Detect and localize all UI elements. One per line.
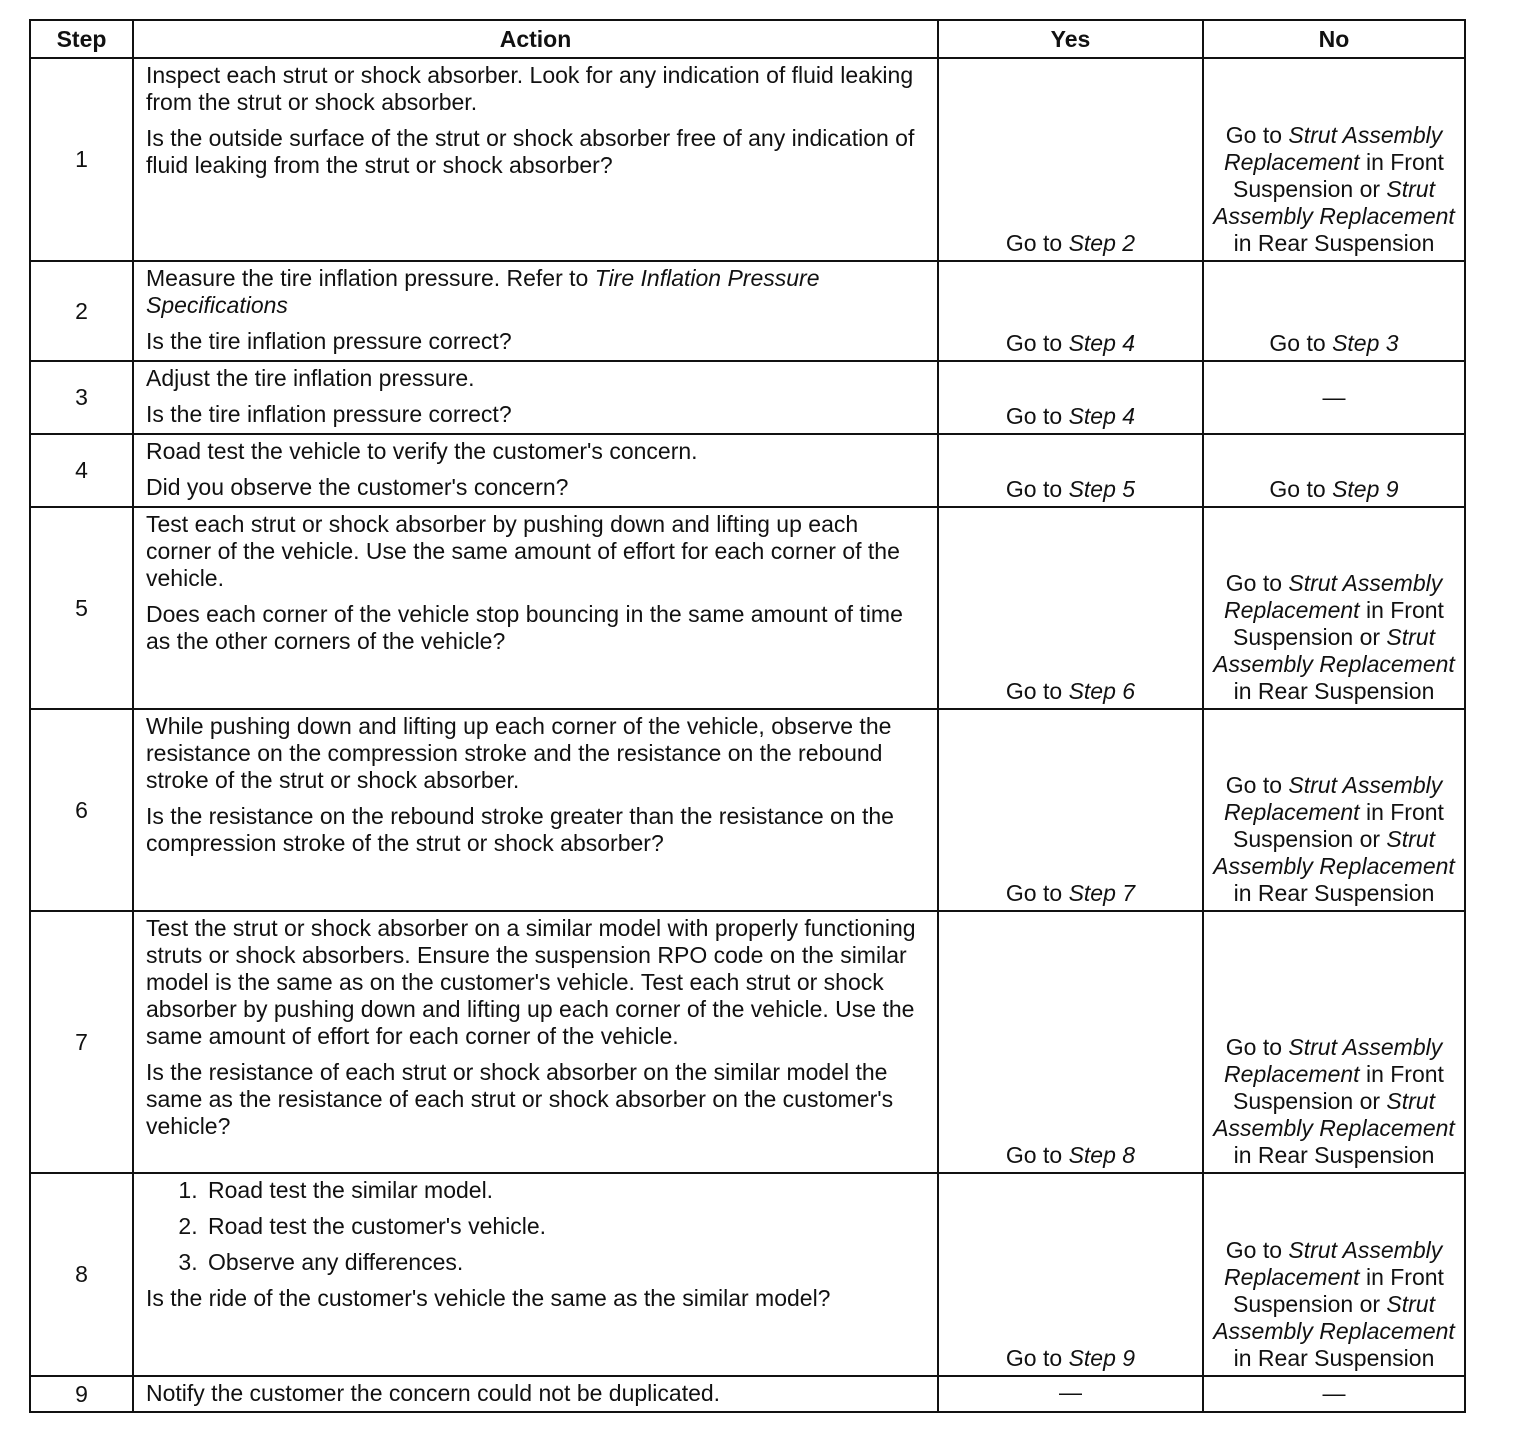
no-cell: [1203, 911, 1465, 1173]
action-cell: [133, 709, 938, 911]
header-yes: Yes: [938, 20, 1203, 58]
step-number: 8: [30, 1173, 133, 1376]
action-cell: [133, 1173, 938, 1376]
rear-strut-replacement-link[interactable]: Strut Assembly Replacement: [1213, 826, 1455, 879]
no-mid: in Front Suspension or: [1232, 1264, 1444, 1317]
no-prefix: Go to: [1225, 1034, 1283, 1060]
no-cell: [1203, 1376, 1465, 1412]
yes-step-link[interactable]: Step 7: [1068, 880, 1136, 906]
yes-prefix: Go to: [1005, 403, 1063, 429]
front-strut-replacement-link[interactable]: Strut Assembly Replacement: [1224, 772, 1443, 825]
yes-cell: [938, 58, 1203, 261]
action-text: Test each strut or shock absorber by pushing down and lifting up each corner of the vehicle. Use the same amount of effort for each corner of the vehicle.: [146, 511, 900, 591]
action-cell: [133, 507, 938, 709]
no-cell: [1203, 709, 1465, 911]
table-row: [30, 261, 1465, 361]
step-number: 7: [30, 911, 133, 1173]
no-dash: —: [1322, 1380, 1346, 1406]
list-item: 2. Road test the customer's vehicle.: [204, 1213, 929, 1240]
no-cell: [1203, 434, 1465, 507]
yes-cell: [938, 911, 1203, 1173]
action-cell: [133, 361, 938, 434]
no-mid: in Front Suspension or: [1232, 1061, 1444, 1114]
no-cell: [1203, 261, 1465, 361]
no-mid: in Front Suspension or: [1232, 597, 1444, 650]
action-cell: [133, 911, 938, 1173]
table-row: [30, 911, 1465, 1173]
table-row: [30, 1376, 1465, 1412]
table-row: [30, 434, 1465, 507]
no-step-link[interactable]: Step 3: [1332, 330, 1399, 356]
no-prefix: Go to: [1225, 772, 1283, 798]
table-row: [30, 361, 1465, 434]
action-text: Adjust the tire inflation pressure.: [146, 365, 475, 391]
tire-pressure-spec-link[interactable]: Tire Inflation Pressure Specifications: [146, 265, 820, 318]
yes-prefix: Go to: [1005, 880, 1063, 906]
action-question: Did you observe the customer's concern?: [146, 474, 569, 500]
yes-cell: [938, 434, 1203, 507]
action-cell: [133, 58, 938, 261]
no-prefix: Go to: [1225, 1237, 1283, 1263]
action-question: Is the resistance on the rebound stroke greater than the resistance on the compression stroke of the strut or shock absorber?: [146, 803, 894, 856]
action-question: Is the tire inflation pressure correct?: [146, 401, 512, 427]
list-item: 3. Observe any differences.: [204, 1249, 929, 1276]
front-strut-replacement-link[interactable]: Strut Assembly Replacement: [1224, 1237, 1443, 1290]
front-strut-replacement-link[interactable]: Strut Assembly Replacement: [1224, 570, 1443, 623]
yes-cell: [938, 507, 1203, 709]
front-strut-replacement-link[interactable]: Strut Assembly Replacement: [1224, 122, 1443, 175]
yes-step-link[interactable]: Step 5: [1068, 476, 1136, 502]
no-prefix: Go to: [1225, 122, 1283, 148]
action-question: Does each corner of the vehicle stop bouncing in the same amount of time as the other corners of the vehicle?: [146, 601, 903, 654]
header-step: Step: [30, 20, 133, 58]
step-number: 1: [30, 58, 133, 261]
rear-strut-replacement-link[interactable]: Strut Assembly Replacement: [1213, 1088, 1455, 1141]
yes-cell: [938, 361, 1203, 434]
yes-prefix: Go to: [1005, 1345, 1063, 1371]
no-mid: in Front Suspension or: [1232, 799, 1444, 852]
yes-step-link[interactable]: Step 6: [1068, 678, 1136, 704]
yes-prefix: Go to: [1005, 230, 1063, 256]
yes-step-link[interactable]: Step 4: [1068, 403, 1136, 429]
action-question: Is the outside surface of the strut or shock absorber free of any indication of fluid leaking from the strut or shock absorber?: [146, 125, 915, 178]
step-number: 9: [30, 1376, 133, 1412]
action-text: [146, 265, 929, 319]
action-text-pre: Measure the tire inflation pressure. Refer to: [146, 265, 589, 291]
yes-step-link[interactable]: Step 4: [1068, 330, 1136, 356]
no-cell: [1203, 361, 1465, 434]
no-cell: [1203, 1173, 1465, 1376]
step-number: 5: [30, 507, 133, 709]
header-action: Action: [133, 20, 938, 58]
table-row: [30, 709, 1465, 911]
yes-prefix: Go to: [1005, 1142, 1063, 1168]
step-number: 2: [30, 261, 133, 361]
action-text: While pushing down and lifting up each corner of the vehicle, observe the resistance on the compression stroke and the resistance on the rebound stroke of the strut or shock absorber.: [146, 713, 892, 793]
no-suffix: in Rear Suspension: [1233, 230, 1435, 256]
yes-prefix: Go to: [1005, 678, 1063, 704]
no-cell: [1203, 58, 1465, 261]
yes-dash: —: [1059, 1379, 1082, 1405]
yes-prefix: Go to: [1005, 476, 1063, 502]
table-row: [30, 1173, 1465, 1376]
no-suffix: in Rear Suspension: [1233, 1345, 1435, 1371]
rear-strut-replacement-link[interactable]: Strut Assembly Replacement: [1213, 1291, 1455, 1344]
action-text: Road test the vehicle to verify the customer's concern.: [146, 438, 698, 464]
yes-cell: [938, 1173, 1203, 1376]
yes-cell: [938, 709, 1203, 911]
no-cell: [1203, 507, 1465, 709]
action-question: Is the ride of the customer's vehicle the same as the similar model?: [146, 1285, 831, 1311]
step-number: 4: [30, 434, 133, 507]
action-text: Inspect each strut or shock absorber. Look for any indication of fluid leaking from the strut or shock absorber.: [146, 62, 914, 115]
diagnostic-table: [29, 19, 1466, 1413]
action-text: Notify the customer the concern could not be duplicated.: [146, 1380, 721, 1406]
table-row: [30, 507, 1465, 709]
no-prefix: Go to: [1269, 330, 1326, 356]
step-number: 3: [30, 361, 133, 434]
header-no: No: [1203, 20, 1465, 58]
no-suffix: in Rear Suspension: [1233, 1142, 1435, 1168]
action-text: Test the strut or shock absorber on a similar model with properly functioning struts or shock absorbers. Ensure the suspension RPO code on the similar model is the same as on the customer's vehicle. Test each strut or shock absorber by pushing down and lifting up each corner of the vehicle. Use the same amount of effort for each corner of the vehicle.: [146, 915, 916, 1049]
rear-strut-replacement-link[interactable]: Strut Assembly Replacement: [1213, 176, 1455, 229]
yes-step-link[interactable]: Step 8: [1068, 1142, 1136, 1168]
no-step-link[interactable]: Step 9: [1332, 476, 1399, 502]
action-cell: [133, 1376, 938, 1412]
no-suffix: in Rear Suspension: [1233, 880, 1435, 906]
yes-prefix: Go to: [1005, 330, 1063, 356]
no-suffix: in Rear Suspension: [1233, 678, 1435, 704]
header-row: [30, 20, 1465, 58]
yes-step-link[interactable]: Step 2: [1068, 230, 1136, 256]
no-dash: —: [1322, 383, 1346, 410]
yes-cell: [938, 261, 1203, 361]
yes-step-link[interactable]: Step 9: [1068, 1345, 1136, 1371]
step-number: 6: [30, 709, 133, 911]
no-mid: in Front Suspension or: [1232, 149, 1444, 202]
list-item: 1. Road test the similar model.: [204, 1177, 929, 1204]
action-question: Is the tire inflation pressure correct?: [146, 328, 512, 354]
action-question: Is the resistance of each strut or shock absorber on the similar model the same as the resistance of each strut or shock absorber on the customer's vehicle?: [146, 1059, 894, 1139]
no-prefix: Go to: [1225, 570, 1283, 596]
no-prefix: Go to: [1269, 476, 1326, 502]
table-row: [30, 58, 1465, 261]
numbered-steps-list: [146, 1177, 929, 1276]
action-cell: [133, 434, 938, 507]
rear-strut-replacement-link[interactable]: Strut Assembly Replacement: [1213, 624, 1455, 677]
front-strut-replacement-link[interactable]: Strut Assembly Replacement: [1224, 1034, 1443, 1087]
action-cell: [133, 261, 938, 361]
yes-cell: [938, 1376, 1203, 1412]
